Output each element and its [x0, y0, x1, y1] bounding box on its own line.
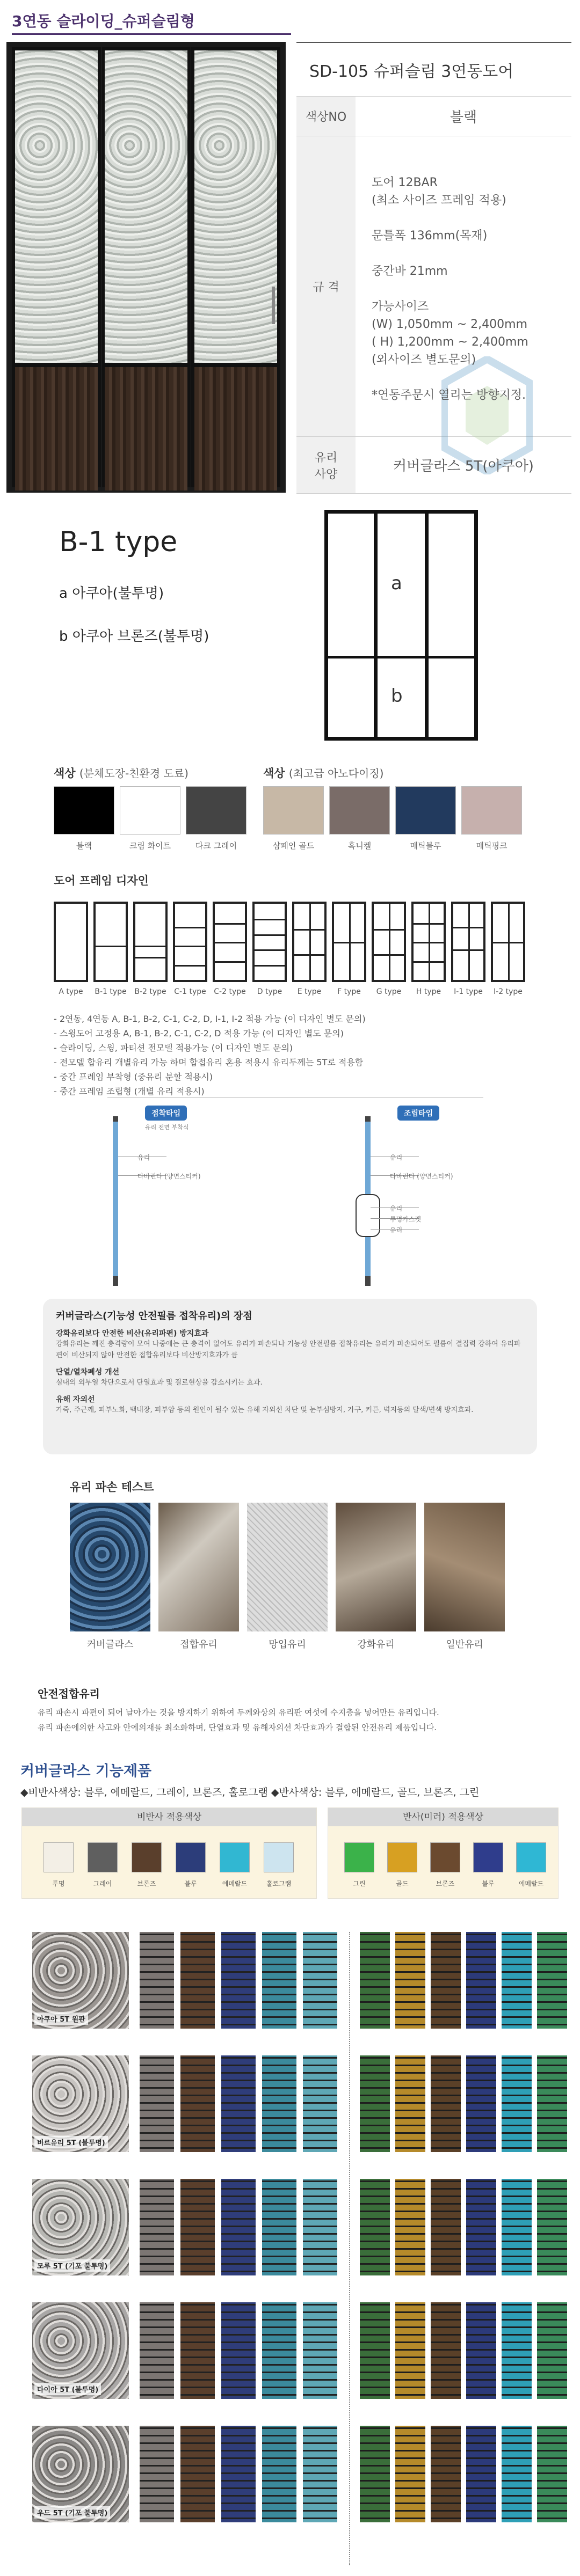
- test-caption: 강화유리: [357, 1639, 395, 1650]
- color-chip-name: 그린: [353, 1880, 366, 1887]
- frame-design-name: I-2 type: [494, 987, 523, 996]
- glass-sample: [537, 2055, 567, 2152]
- color-swatch: [54, 786, 114, 835]
- glass-sample: [221, 2179, 256, 2275]
- glass-sample: [360, 2055, 390, 2152]
- reflect-header: 반사(미러) 적용색상: [328, 1808, 558, 1826]
- spec-glass-row: [296, 437, 571, 494]
- glass-sample: [537, 2179, 567, 2275]
- standard-line: 도어 12BAR: [372, 176, 438, 189]
- frame-design-name: B-1 type: [95, 987, 127, 996]
- color-chip: [220, 1842, 250, 1872]
- test-caption: 일반유리: [446, 1639, 483, 1650]
- color-label: 색상NO: [296, 97, 356, 136]
- product-photo: [6, 42, 286, 493]
- glass-sample: [180, 1932, 215, 2029]
- test-caption: 망입유리: [269, 1639, 306, 1650]
- color-swatch: [120, 786, 180, 835]
- frame-design-name: E type: [297, 987, 322, 996]
- glass-sample: [360, 1932, 390, 2029]
- glass-sample: [395, 2055, 425, 2152]
- glass-sample: [502, 2055, 532, 2152]
- standard-line: 문틀폭 136mm(목재): [372, 229, 488, 243]
- color-chip: [132, 1842, 162, 1872]
- standard-line: [372, 369, 528, 386]
- color-chip-name: 블루: [184, 1880, 197, 1887]
- glass-sample: [537, 2426, 567, 2522]
- frame-design: [93, 902, 128, 982]
- color-chip: [473, 1842, 503, 1872]
- frame-design: [332, 902, 366, 982]
- glass-sample: [262, 2055, 296, 2152]
- glass-sample: [431, 2055, 461, 2152]
- color-swatch-name: 다크 그레이: [195, 841, 237, 851]
- test-photo: [70, 1503, 150, 1631]
- glass-sample: [180, 2302, 215, 2399]
- standard-line: 중간바 21mm: [372, 265, 448, 278]
- standard-line: [372, 209, 528, 227]
- color-chip-name: 그레이: [93, 1880, 112, 1887]
- frame-design-name: I-1 type: [454, 987, 483, 996]
- glass-sample: [221, 2055, 256, 2152]
- color-chip: [264, 1842, 294, 1872]
- glass-sample: [180, 2426, 215, 2522]
- advantage-heading: 강화유리보다 안전한 비산(유리파편) 방지효과: [56, 1329, 209, 1338]
- frame-note: - 전모델 합유리 개별유리 가능 하며 합접유리 혼용 적용시 유리두께는 5T로 적용함: [54, 1057, 364, 1067]
- color-chip: [516, 1842, 546, 1872]
- frames-title: 도어 프레임 디자인: [54, 874, 149, 887]
- glass-sample: [502, 2426, 532, 2522]
- color-value: 블랙: [450, 109, 477, 126]
- diagram-label: 유리: [390, 1154, 403, 1161]
- glass-sample: [466, 2179, 496, 2275]
- glass-sample: [360, 2179, 390, 2275]
- diagram-label: 투명가스켓: [390, 1216, 421, 1223]
- color-chip-name: 에메랄드: [518, 1880, 544, 1887]
- glass-sample: [303, 2179, 337, 2275]
- frame-design-name: F type: [337, 987, 361, 996]
- safety-text: 유리 파손시 파편이 되어 날아가는 것을 방지하기 위하여 두께와상의 유리판 여섯에 수지층을 넣어만든 유리입니다.: [38, 1708, 439, 1717]
- test-caption: 접합유리: [180, 1639, 218, 1650]
- advantage-heading: 유해 자외선: [56, 1395, 95, 1404]
- color-left-title: 색상 (분체도장-친환경 도료): [54, 767, 189, 780]
- color-swatch: [329, 786, 390, 835]
- glass-sample: [537, 1932, 567, 2029]
- glass-sample: [395, 2302, 425, 2399]
- glass-sample: [431, 1932, 461, 2029]
- door-handle: [272, 287, 275, 324]
- glass-row: [0, 2426, 580, 2536]
- test-photo: [247, 1503, 328, 1631]
- color-chip-name: 골드: [396, 1880, 409, 1887]
- spec-table: [296, 42, 571, 493]
- frame-design: [54, 902, 88, 982]
- color-swatch: [186, 786, 247, 835]
- spec-model-row: [296, 43, 571, 97]
- glass-sample: [303, 2302, 337, 2399]
- color-chip-name: 브론즈: [436, 1880, 455, 1887]
- glass-row: [0, 2179, 580, 2289]
- standard-list: [372, 174, 528, 404]
- diagram-label: 유리: [390, 1205, 403, 1212]
- sketch-label-a: a: [391, 573, 402, 594]
- glass-sample: [431, 2302, 461, 2399]
- sketch-label-b: b: [391, 685, 403, 707]
- frame-design: [411, 902, 446, 982]
- glass-sample: [140, 2179, 174, 2275]
- glass-sample: [221, 2426, 256, 2522]
- color-chip-name: 블루: [482, 1880, 495, 1887]
- glass-sample: [537, 2302, 567, 2399]
- frame-design: [292, 902, 327, 982]
- color-chip-name: 투명: [52, 1880, 65, 1887]
- glass-sample: [303, 1932, 337, 2029]
- diagram-label: 유리: [137, 1154, 150, 1161]
- glass-sample: [466, 1932, 496, 2029]
- glass-sample: [395, 2426, 425, 2522]
- frame-design: [451, 902, 485, 982]
- glass-sample-label: 아쿠아 5T 원판: [34, 2012, 88, 2025]
- advantage-text: 강화유리는 깨진 충격량이 모여 나중에는 큰 충격이 없어도 유리가 파손되나 기능성 안전필름 접착유리는 유리가 파손되어도 필름이 결집력 강하여 유리파편이 비산되지 않아 안전한 접합유리보다 비산방지효과가 큼: [56, 1340, 521, 1359]
- safety-text: 유리 파손에의한 사고와 안에의재를 최소화하며, 단열효과 및 유해자외선 차단효과가 결합된 안전유리 제품입니다.: [38, 1723, 437, 1732]
- frame-design-name: A type: [59, 987, 83, 996]
- frame-design-name: C-2 type: [214, 987, 246, 996]
- glass-sample: [360, 2302, 390, 2399]
- frame-note: - 중간 프레임 부착형 (중유리 분할 적용시): [54, 1072, 213, 1082]
- glass-sample-label: 비르유리 5T (불투명): [34, 2136, 108, 2148]
- color-chip: [430, 1842, 460, 1872]
- color-right-title: 색상 (최고급 아노다이징): [263, 767, 384, 780]
- frame-design-name: C-1 type: [174, 987, 206, 996]
- glass-sample: [221, 1932, 256, 2029]
- glass-sample: [431, 2426, 461, 2522]
- detail-circle: [356, 1194, 380, 1237]
- glass-sample: [140, 2302, 174, 2399]
- color-chip-name: 홀로그램: [266, 1880, 292, 1887]
- diagram-assembly: [306, 1106, 467, 1283]
- door-panel: [12, 47, 101, 487]
- cover-title: 커버글라스 기능제품: [20, 1763, 152, 1780]
- color-chip-name: 에메랄드: [222, 1880, 248, 1887]
- advantages-title: 커버글라스(기능성 안전필름 접착유리)의 장점: [56, 1311, 252, 1322]
- color-chip: [44, 1842, 74, 1872]
- standard-line: *연동주문시 열리는 방향지정.: [372, 389, 526, 402]
- color-swatch-name: 매틱블루: [410, 841, 441, 851]
- glass-sample: [140, 1932, 174, 2029]
- standard-line: (W) 1,050mm ~ 2,400mm: [372, 318, 528, 331]
- advantage-heading: 단열/열차폐성 개선: [56, 1368, 120, 1377]
- frame-design: [133, 902, 168, 982]
- color-chip: [176, 1842, 206, 1872]
- standard-line: [372, 280, 528, 298]
- advantages-box: [43, 1299, 537, 1454]
- glass-sample: [502, 2179, 532, 2275]
- divider: [107, 1097, 483, 1098]
- glass-sample: [502, 1932, 532, 2029]
- type-heading: B-1 type: [59, 526, 178, 558]
- safety-title: 안전접합유리: [38, 1687, 100, 1700]
- type-b-text: b 아쿠아 브론즈(불투명): [59, 628, 209, 645]
- frame-design-name: D type: [257, 987, 282, 996]
- glass-sample: [262, 2302, 296, 2399]
- glass-row: [0, 2302, 580, 2412]
- standard-line: (외사이즈 별도문의): [372, 353, 476, 367]
- frame-note: - 슬라이딩, 스윙, 파티션 전모델 적용가능 (이 디자인 별도 문의): [54, 1043, 293, 1053]
- frame-design: [252, 902, 287, 982]
- glass-sample: [502, 2302, 532, 2399]
- glass-sample-label: 모루 5T (기포 불투명): [34, 2259, 110, 2272]
- color-chip: [88, 1842, 118, 1872]
- reflect-panel: [328, 1807, 559, 1899]
- advantage-text: 실내의 외부열 차단으로서 단열효과 및 결로현상을 감소시키는 효과.: [56, 1379, 263, 1387]
- standard-label: 규 격: [296, 136, 356, 436]
- color-chip-name: 브론즈: [137, 1880, 156, 1887]
- diagram-badge: 조립타입: [397, 1106, 439, 1121]
- standard-line: ( H) 1,200mm ~ 2,400mm: [372, 335, 528, 349]
- frame-design: [173, 902, 207, 982]
- glass-sample-label: 다이아 5T (불투명): [34, 2383, 101, 2395]
- glass-label: 유리 사양: [296, 437, 356, 493]
- color-swatch-name: 매틱핑크: [476, 841, 508, 851]
- glass-sample: [140, 2426, 174, 2522]
- model-name: SD-105 슈퍼슬림 3연동도어: [309, 62, 514, 81]
- color-swatch: [395, 786, 456, 835]
- diagram-label: 다바린다 (양면스티커): [137, 1173, 201, 1180]
- glass-sample: [140, 2055, 174, 2152]
- glass-sample: [180, 2055, 215, 2152]
- diagram-badge: 접착타입: [145, 1106, 187, 1121]
- glass-row: [0, 2055, 580, 2165]
- color-swatch-name: 흑니켈: [347, 841, 372, 851]
- standard-line: 가능사이즈: [372, 300, 429, 313]
- spec-standard-row: [296, 136, 571, 437]
- glass-sample: [395, 2179, 425, 2275]
- frame-design-name: G type: [376, 987, 402, 996]
- glass-sample: [262, 2426, 296, 2522]
- color-swatch-name: 크림 화이트: [129, 841, 171, 851]
- glass-sample: [360, 2426, 390, 2522]
- frame-note: - 스윙도어 고정용 A, B-1, B-2, C-1, C-2, D 적용 가능 (이 디자인 별도 문의): [54, 1028, 344, 1038]
- door-sketch: [324, 510, 478, 741]
- frame-design: [372, 902, 406, 982]
- glass-sample: [303, 2426, 337, 2522]
- frame-design: [491, 902, 525, 982]
- glass-sample: [303, 2055, 337, 2152]
- glass-sample: [180, 2179, 215, 2275]
- frame-design-name: H type: [416, 987, 441, 996]
- test-title: 유리 파손 테스트: [70, 1481, 154, 1494]
- page-title: 3연동 슬라이딩_슈퍼슬림형: [12, 12, 195, 30]
- diagram-label: 유리: [390, 1226, 403, 1234]
- standard-line: [372, 245, 528, 262]
- diagram-sub: 유리 전면 부착식: [145, 1124, 189, 1131]
- color-swatch-name: 블랙: [76, 841, 92, 851]
- diagram-label: 다바린다 (양면스티커): [390, 1173, 453, 1180]
- frame-notes: [54, 1012, 366, 1099]
- advantage-text: 가죽, 주근깨, 피부노화, 백내장, 피부암 등의 원인이 될수 있는 유해 자외선 차단 및 눈부심방지, 가구, 커튼, 벽지등의 탈색/변색 방지효과.: [56, 1406, 474, 1414]
- door-panel: [102, 47, 191, 487]
- diagram-adhesive: [54, 1106, 215, 1283]
- page-title-bar: [0, 0, 580, 38]
- nonreflect-panel: [21, 1807, 317, 1899]
- test-photo: [336, 1503, 416, 1631]
- frame-design-name: B-2 type: [134, 987, 166, 996]
- standard-line: (최소 사이즈 프레임 적용): [372, 194, 506, 207]
- glass-row: [0, 1932, 580, 2042]
- glass-sample: [466, 2055, 496, 2152]
- frame-note: - 중간 프레임 조립형 (개별 유리 적용시): [54, 1086, 205, 1096]
- glass-sample-label: 우드 5T (기포 불투명): [34, 2506, 110, 2519]
- test-photo: [158, 1503, 239, 1631]
- test-caption: 커버글라스: [86, 1639, 134, 1650]
- test-photo: [424, 1503, 505, 1631]
- glass-sample: [431, 2179, 461, 2275]
- door-panel: [191, 47, 280, 487]
- glass-sample: [262, 1932, 296, 2029]
- title-underline: [12, 33, 291, 35]
- glass-sample: [466, 2426, 496, 2522]
- spec-color-row: [296, 97, 571, 136]
- type-a-text: a 아쿠아(불투명): [59, 586, 164, 602]
- color-chip: [387, 1842, 417, 1872]
- frame-note: - 2연동, 4연동 A, B-1, B-2, C-1, C-2, D, I-1, I-2 적용 가능 (이 디자인 별도 문의): [54, 1014, 366, 1024]
- color-swatch: [263, 786, 324, 835]
- glass-sample: [466, 2302, 496, 2399]
- color-chip: [344, 1842, 374, 1872]
- color-swatch: [461, 786, 522, 835]
- nonreflect-header: 비반사 적용색상: [22, 1808, 316, 1826]
- glass-sample: [395, 1932, 425, 2029]
- frame-design: [213, 902, 247, 982]
- glass-sample: [262, 2179, 296, 2275]
- glass-value: 커버글라스 5T(아쿠아): [393, 458, 534, 474]
- cover-subtitle: ◆비반사색상: 블루, 에메랄드, 그레이, 브론즈, 홀로그램 ◆반사색상: 블루, 에메랄드, 골드, 브론즈, 그린: [20, 1787, 480, 1798]
- glass-sample: [221, 2302, 256, 2399]
- color-swatch-name: 샴페인 골드: [272, 841, 315, 851]
